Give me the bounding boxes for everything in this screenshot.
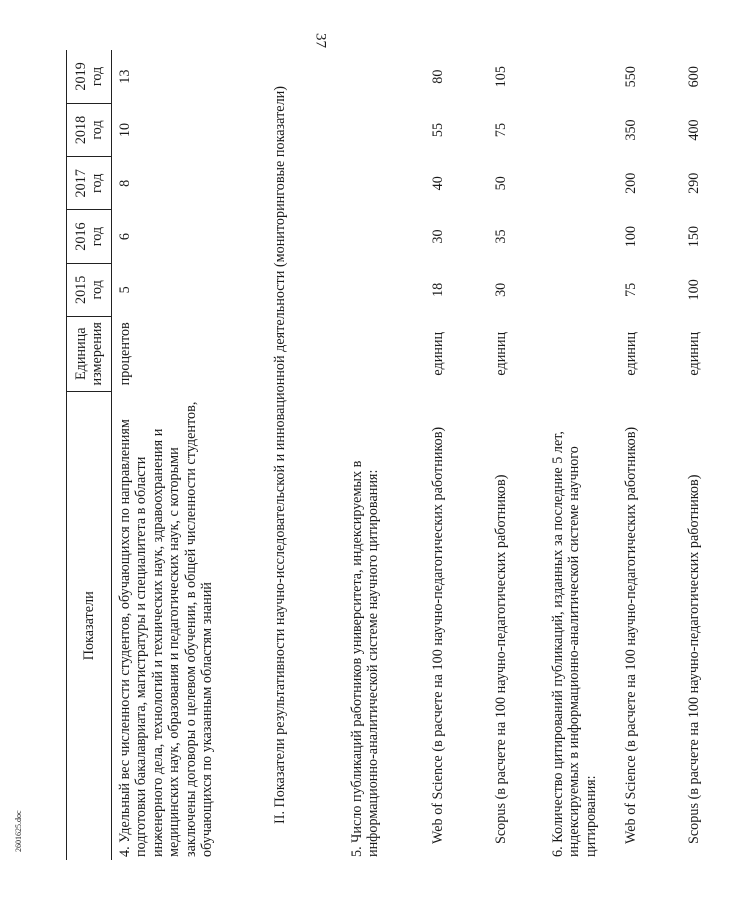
header-unit: Единица измерения — [67, 316, 112, 391]
value-cell: 8 — [117, 179, 133, 187]
header-indicator: Показатели — [67, 391, 112, 860]
value-cell: 105 — [493, 66, 509, 88]
value-cell: 30 — [493, 282, 509, 297]
value-cell: 80 — [430, 69, 446, 84]
value-cell: 290 — [686, 172, 702, 194]
page-number: 37 — [312, 33, 329, 48]
indicator-label: 6. Количество цитирований публикаций, изданных за последние 5 лет, индексируемых в информационно-аналитической системе научного цитирования: — [550, 431, 599, 857]
indicator-label: Scopus (в расчете на 100 научно-педагогических работников) — [686, 474, 702, 844]
value-cell: 400 — [686, 119, 702, 141]
value-cell: 5 — [117, 286, 133, 294]
header-year-2019: 2019 год — [67, 50, 112, 103]
section-heading-row — [267, 50, 344, 860]
indicator-label: 5. Число публикаций работников университета, индексируемых в информационно-аналитической системе научного цитирования: — [349, 460, 382, 857]
header-year-2017: 2017 год — [67, 157, 112, 210]
footer-filename: 2601625.doc — [14, 810, 23, 852]
header-year-2015: 2015 год — [67, 263, 112, 316]
indicator-label: Scopus (в расчете на 100 научно-педагогических работников) — [493, 474, 509, 844]
value-cell: 200 — [623, 172, 639, 194]
value-cell: 350 — [623, 119, 639, 141]
indicator-label: Web of Science (в расчете на 100 научно-педагогических работников) — [430, 426, 446, 844]
value-cell: 100 — [623, 225, 639, 248]
value-cell: 75 — [623, 282, 639, 297]
value-cell: 100 — [686, 279, 702, 301]
value-cell: 55 — [430, 122, 446, 138]
header-row — [67, 50, 112, 860]
section-heading: II. Показатели результативности научно-исследовательской и инновационной деятельности (мониторинговые показатели) — [272, 86, 288, 824]
table-row — [681, 50, 738, 860]
unit-cell: единиц — [686, 331, 702, 376]
unit-cell: единиц — [623, 331, 639, 376]
value-cell: 600 — [686, 66, 702, 88]
value-cell: 50 — [493, 176, 509, 191]
header-year-2016: 2016 год — [67, 210, 112, 263]
table-row — [112, 50, 268, 860]
value-cell: 6 — [117, 233, 133, 241]
indicator-label: Web of Science (в расчете на 100 научно-педагогических работников) — [623, 426, 639, 844]
table-row — [545, 50, 618, 860]
table-row — [618, 50, 681, 860]
value-cell: 35 — [493, 229, 509, 244]
unit-cell: процентов — [117, 322, 133, 386]
unit-cell: единиц — [493, 331, 509, 376]
value-cell: 18 — [430, 282, 446, 297]
value-cell: 10 — [117, 122, 133, 138]
value-cell: 150 — [686, 225, 702, 248]
value-cell: 30 — [430, 229, 446, 244]
unit-cell: единиц — [430, 331, 446, 376]
rotated-table-container — [66, 50, 702, 860]
value-cell: 75 — [493, 122, 509, 138]
indicator-label: 4. Удельный вес численности студентов, обучающихся по направлениям подготовки бакалавриата, магистратуры и специалитета в области инженерного дела, технологий и технических наук, здравоохранения и медицинских наук, образования и педагогических наук, с которыми заключены договоры о целевом обучении, в общей численности студентов, обучающихся по указанным областям знаний — [117, 401, 216, 857]
value-cell: 40 — [430, 176, 446, 191]
header-year-2018: 2018 год — [67, 103, 112, 156]
table-row — [488, 50, 545, 860]
table-row — [344, 50, 425, 860]
indicators-table — [66, 50, 738, 860]
table-row — [425, 50, 488, 860]
value-cell: 550 — [623, 66, 639, 88]
value-cell: 13 — [117, 69, 133, 84]
